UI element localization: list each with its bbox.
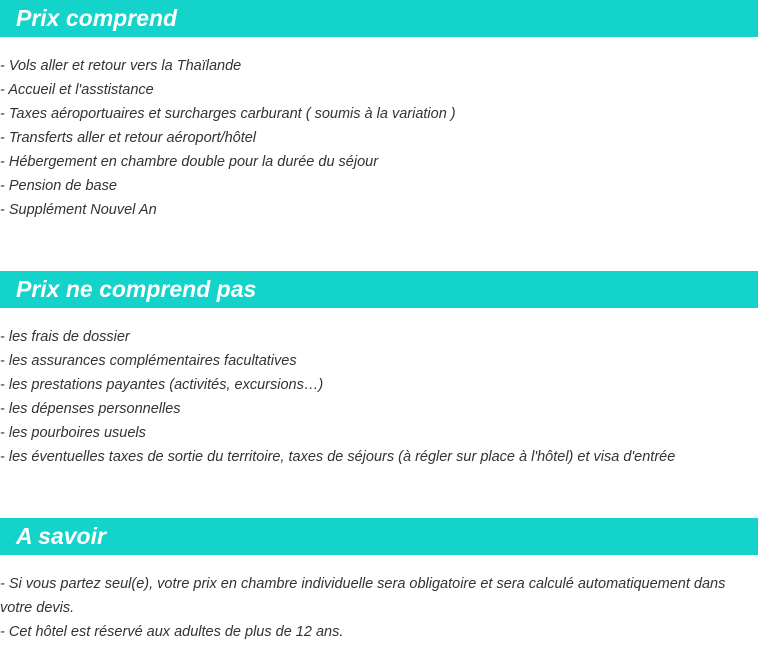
- list-item: - Transferts aller et retour aéroport/hôtel: [0, 130, 257, 146]
- list-item: - Hébergement en chambre double pour la durée du séjour: [0, 154, 379, 170]
- list-item: - les assurances complémentaires facultatives: [0, 353, 297, 369]
- section-prix-comprend: [0, 0, 758, 238]
- included-list: [0, 54, 758, 222]
- excluded-list: [0, 325, 758, 469]
- list-item: - Pension de base: [0, 178, 117, 194]
- section-a-savoir: [0, 518, 758, 660]
- notes-list: [0, 572, 758, 644]
- list-item: - Si vous partez seul(e), votre prix en chambre individuelle sera obligatoire et sera calculé automatiquement dans votre devis.: [0, 576, 726, 616]
- list-item: - les prestations payantes (activités, excursions…): [0, 377, 324, 393]
- list-item: - les dépenses personnelles: [0, 401, 181, 417]
- list-item: - Cet hôtel est réservé aux adultes de plus de 12 ans.: [0, 624, 344, 640]
- list-item: - Vols aller et retour vers la Thaïlande: [0, 58, 242, 74]
- list-item: - Supplément Nouvel An: [0, 202, 157, 218]
- list-item: - Taxes aéroportuaires et surcharges carburant ( soumis à la variation ): [0, 106, 456, 122]
- section-prix-ne-comprend-pas: [0, 271, 758, 485]
- list-item: - les pourboires usuels: [0, 425, 146, 441]
- section-title: Prix ne comprend pas: [0, 271, 758, 308]
- list-item: - Accueil et l'asstistance: [0, 82, 154, 98]
- list-item: - les frais de dossier: [0, 329, 130, 345]
- section-title: Prix comprend: [0, 0, 758, 37]
- list-item: - les éventuelles taxes de sortie du territoire, taxes de séjours (à régler sur place à l'hôtel) et visa d'entrée: [0, 449, 676, 465]
- section-title: A savoir: [0, 518, 758, 555]
